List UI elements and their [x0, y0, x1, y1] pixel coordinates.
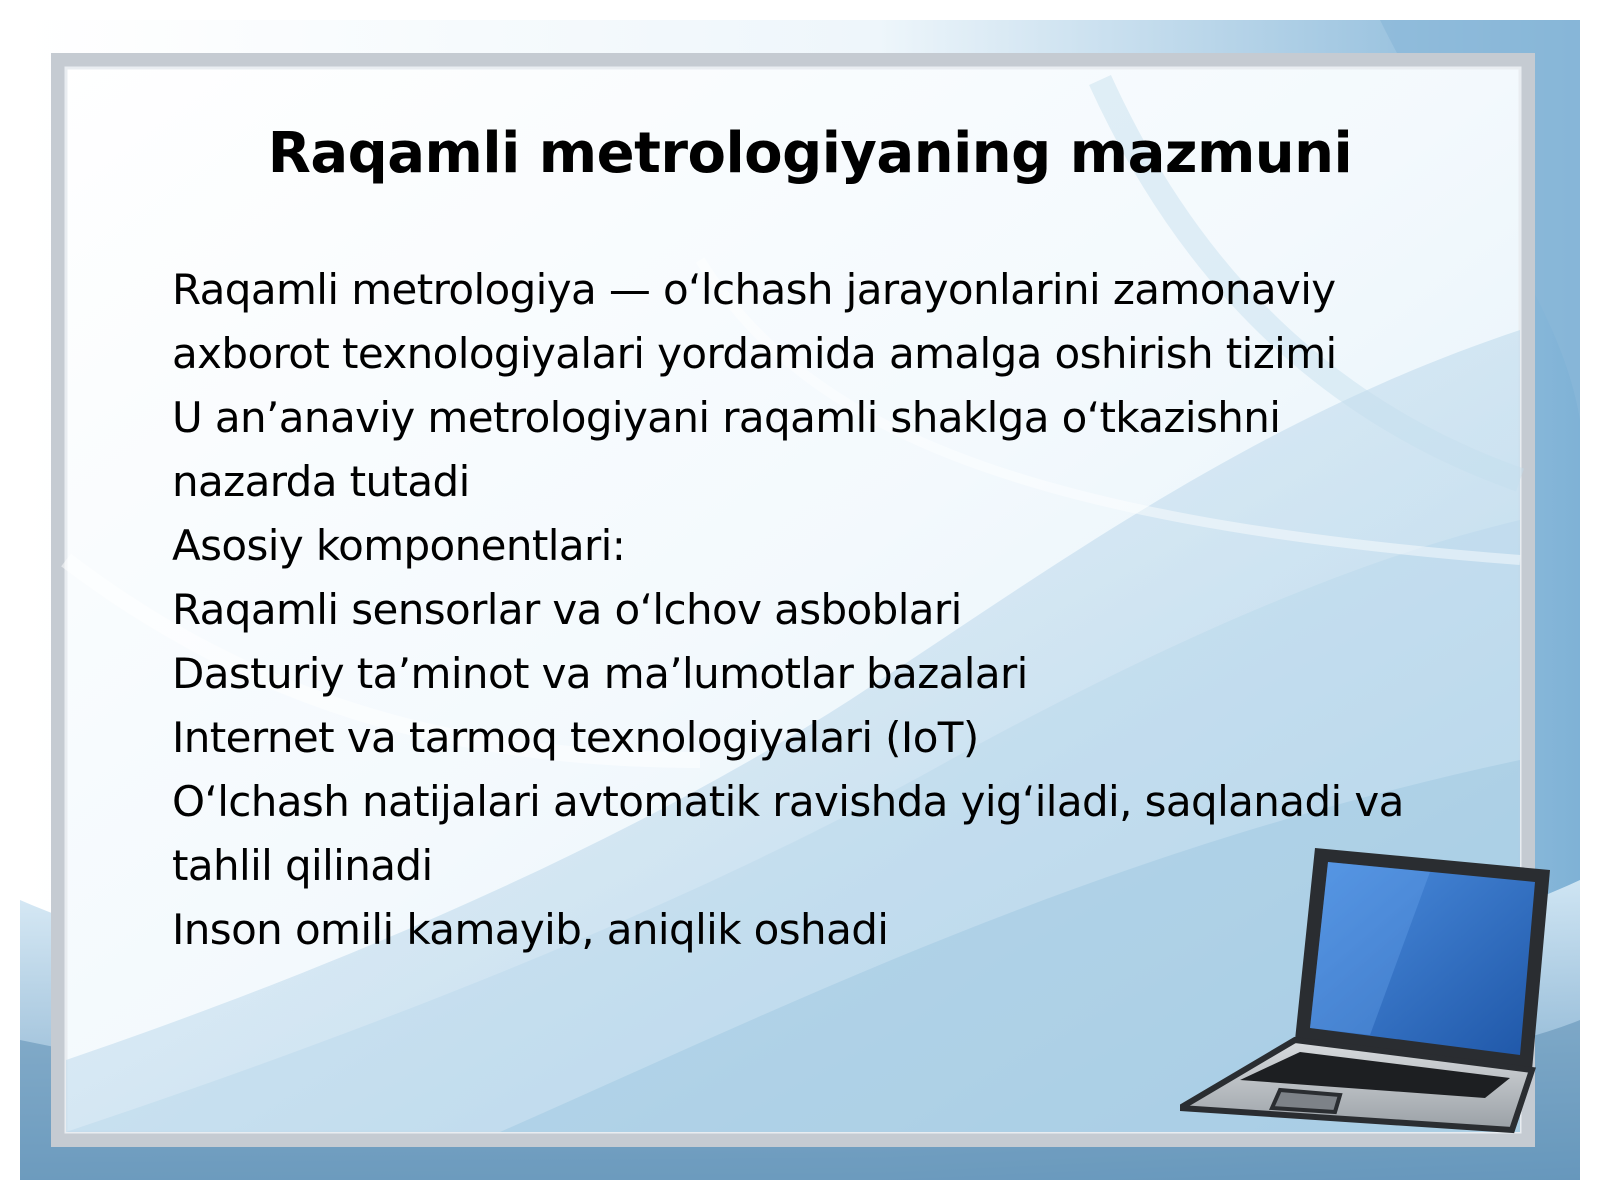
body-line: Internet va tarmoq texnologiyalari (IoT): [172, 713, 979, 762]
body-line: Inson omili kamayib, aniqlik oshadi: [172, 905, 889, 954]
body-line: Dasturiy ta’minot va ma’lumotlar bazalari: [172, 649, 1028, 698]
body-line: Raqamli metrologiya — o‘lchash jarayonlarini zamonaviy: [172, 265, 1336, 314]
body-line: tahlil qilinadi: [172, 841, 433, 890]
body-line: U an’anaviy metrologiyani raqamli shaklga o‘tkazishni: [172, 393, 1281, 442]
body-line: O‘lchash natijalari avtomatik ravishda yig‘iladi, saqlanadi va: [172, 777, 1404, 826]
slide-title: Raqamli metrologiyaning mazmuni: [267, 121, 1353, 186]
body-line: Raqamli sensorlar va o‘lchov asboblari: [172, 585, 962, 634]
laptop-icon: [1180, 840, 1580, 1140]
body-line: Asosiy komponentlari:: [172, 521, 626, 570]
body-line: axborot texnologiyalari yordamida amalga oshirish tizimi: [172, 329, 1337, 378]
body-line: nazarda tutadi: [172, 457, 470, 506]
